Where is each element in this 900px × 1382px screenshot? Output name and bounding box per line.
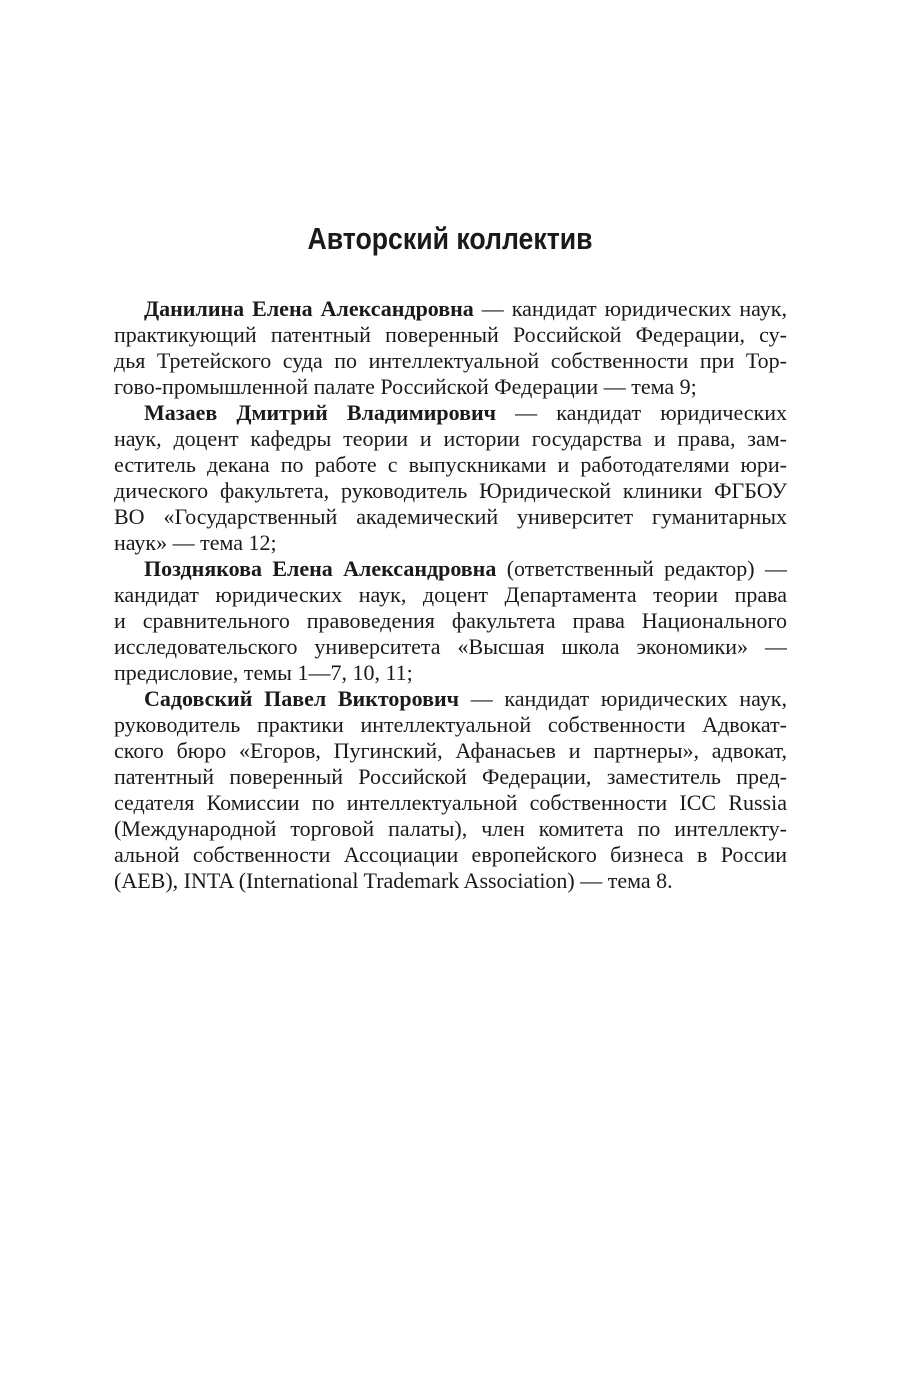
author-first-line — [114, 556, 787, 582]
author-description-line: и сравнительного правоведения факультета права Национального — [114, 608, 787, 633]
author-first-line — [114, 400, 787, 426]
author-entry — [114, 400, 787, 556]
author-description-line: патентный поверенный Российской Федерации, заместитель пред- — [114, 764, 787, 789]
author-description-line: ВО «Государственный академический университет гуманитарных — [114, 504, 787, 529]
author-description-line: дья Третейского суда по интеллектуальной собственности при Тор- — [114, 348, 787, 373]
author-description-line: — кандидат юридических наук, — [459, 686, 787, 711]
author-entry — [114, 686, 787, 894]
author-description-line: еститель декана по работе с выпускниками и работодателями юри- — [114, 452, 787, 477]
author-first-line — [114, 296, 787, 322]
author-description-line: кандидат юридических наук, доцент Департамента теории права — [114, 582, 787, 607]
author-description-line: практикующий патентный поверенный Российской Федерации, су- — [114, 322, 787, 347]
author-description-line: — кандидат юридических наук, — [473, 296, 787, 321]
author-description-line: руководитель практики интеллектуальной собственности Адвокат- — [114, 712, 787, 737]
page-title: Авторский коллектив — [307, 221, 593, 256]
author-name: Садовский Павел Викторович — [144, 686, 460, 711]
author-description-line: наук» — тема 12; — [114, 530, 277, 555]
author-name: Позднякова Елена Александровна — [144, 556, 497, 581]
author-description-line: седателя Комиссии по интеллектуальной собственности ICC Russia — [114, 790, 787, 815]
authors-list — [114, 296, 787, 894]
author-description-line: — кандидат юридических — [496, 400, 787, 425]
author-description-line: дического факультета, руководитель Юридической клиники ФГБОУ — [114, 478, 787, 503]
author-description-line: альной собственности Ассоциации европейского бизнеса в России — [114, 842, 787, 867]
author-first-line — [114, 686, 787, 712]
author-description-line: гово-промышленной палате Российской Федерации — тема 9; — [114, 374, 697, 399]
author-name: Мазаев Дмитрий Владимирович — [144, 400, 497, 425]
author-entry — [114, 296, 787, 400]
author-name: Данилина Елена Александровна — [144, 296, 474, 321]
author-description-line: предисловие, темы 1—7, 10, 11; — [114, 660, 413, 685]
author-description-line: исследовательского университета «Высшая школа экономики» — — [114, 634, 787, 659]
author-description-line: (Международной торговой палаты), член комитета по интеллекту- — [114, 816, 787, 841]
author-description-line: (ответственный редактор) — — [496, 556, 787, 581]
author-description-line: ского бюро «Егоров, Пугинский, Афанасьев и партнеры», адвокат, — [114, 738, 787, 763]
author-description-line: (AEB), INTA (International Trademark Association) — тема 8. — [114, 868, 673, 893]
author-description-line: наук, доцент кафедры теории и истории государства и права, зам- — [114, 426, 787, 451]
author-entry — [114, 556, 787, 686]
